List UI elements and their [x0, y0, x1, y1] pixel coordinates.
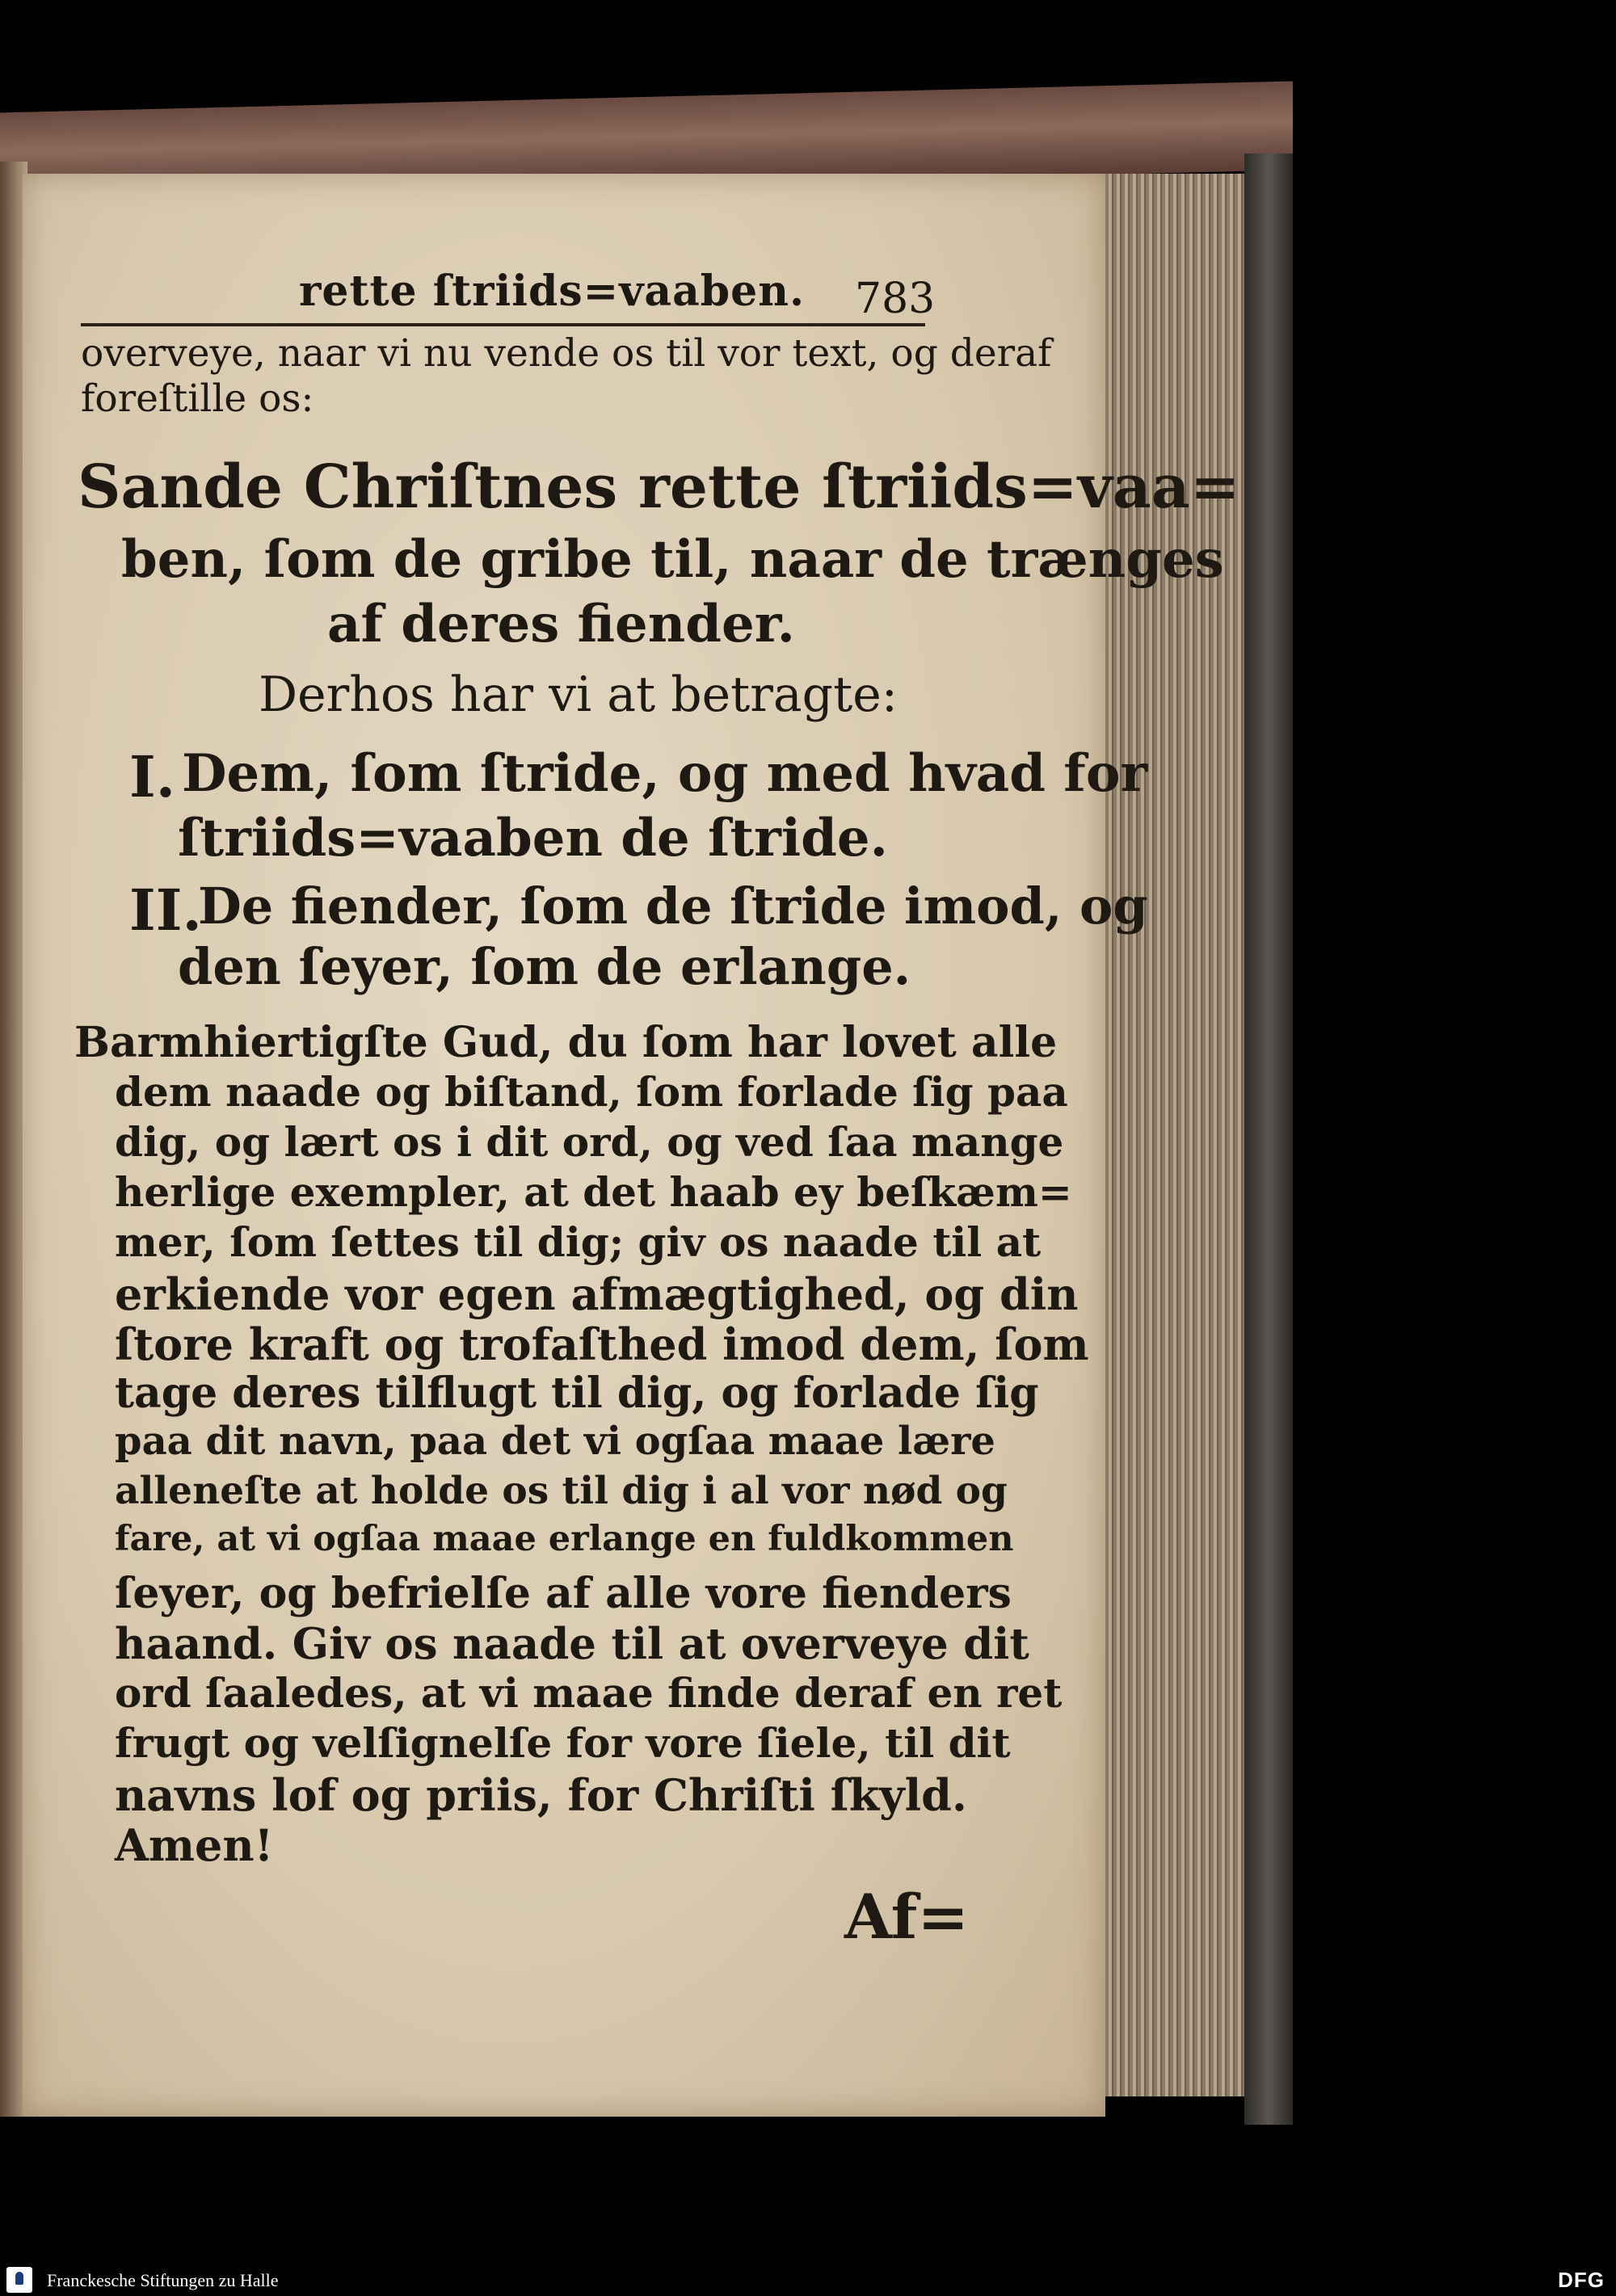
prayer-line: erkiende vor egen afmægtighed, og din	[115, 1268, 1079, 1320]
prayer-line: ord ſaaledes, at vi maae finde deraf en ret	[115, 1669, 1063, 1717]
prayer-line: haand. Giv os naade til at overveye dit	[115, 1619, 1029, 1669]
prayer-line: fare, at vi ogſaa maae erlange en fuldkommen	[115, 1519, 1014, 1559]
running-head: rette ſtriids=vaaben.	[299, 267, 806, 316]
prayer-line: frugt og velſignelſe for vore ſiele, til dit	[115, 1719, 1011, 1767]
section-title-line: af deres fiender.	[327, 594, 795, 654]
point-line: ſtriids=vaaben de ſtride.	[178, 808, 888, 868]
catchword: Af=	[844, 1881, 970, 1953]
dfg-logo: DFG	[1558, 2268, 1605, 2292]
institution-logo-icon	[6, 2267, 32, 2293]
section-title-line: ben, ſom de gribe til, naar de trænges	[121, 529, 1224, 590]
prayer-line: dig, og lært os i dit ord, og ved ſaa mange	[115, 1118, 1064, 1166]
section-title-line: Sande Chriſtnes rette ſtriids=vaa=	[78, 452, 1240, 522]
prayer-line: Barmhiertigſte Gud, du ſom har lovet alle	[74, 1018, 1058, 1067]
point-numeral: II.	[129, 877, 202, 944]
prayer-line: dem naade og biſtand, ſom forlade ſig paa	[115, 1068, 1068, 1116]
prayer-line: ſtore kraft og trofaſthed imod dem, ſom	[115, 1318, 1089, 1370]
point-line: De fiender, ſom de ſtride imod, og	[198, 877, 1148, 936]
prayer-line: paa dit navn, paa det vi ogſaa maae lære	[115, 1419, 995, 1464]
viewer-footer	[0, 2264, 1616, 2296]
prayer-line: tage deres tilflugt til dig, og forlade ſig	[115, 1369, 1039, 1418]
point-line: Dem, ſom ſtride, og med hvad for	[182, 743, 1148, 804]
prayer-line: navns lof og priis, for Chriſti ſkyld.	[115, 1769, 967, 1821]
prayer-line: herlige exempler, at det haab ey beſkæm=	[115, 1168, 1072, 1216]
point-numeral: I.	[129, 743, 176, 810]
page-number: 783	[855, 275, 936, 323]
intro-line: foreſtille os:	[81, 376, 314, 421]
point-line: den ſeyer, ſom de erlange.	[178, 937, 911, 996]
prayer-line: ſeyer, og befrielſe af alle vore fienders	[115, 1569, 1012, 1618]
subheading: Derhos har vi at betragte:	[259, 667, 898, 723]
prayer-line: alleneſte at holde os til dig i al vor nød og	[115, 1469, 1008, 1513]
book-cover-edge	[1244, 153, 1293, 2125]
institution-name: Franckesche Stiftungen zu Halle	[47, 2270, 279, 2290]
intro-line: overveye, naar vi nu vende os til vor text, og deraf	[81, 331, 1052, 376]
header-rule	[81, 323, 925, 326]
prayer-line: Amen!	[115, 1819, 274, 1871]
prayer-line: mer, ſom ſettes til dig; giv os naade til at	[115, 1218, 1042, 1266]
